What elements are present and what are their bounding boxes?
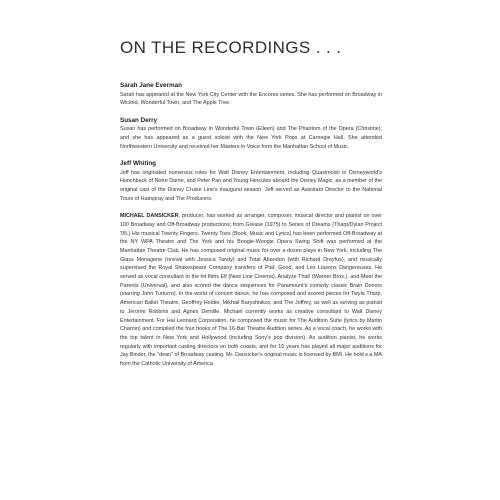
bio-text: Jeff has originated numerous roles for Walt Disney Entertainment, including Quasimodo in Disneyworld's Hunchback of Notre Dame, and Peter Pan and Young Hercules aboard the Disney Magic, as a member of the original cast of the Disney Cruise Line's inaugural season. Jeff served as Assistant Director to the National Tours of Hairspray and The Producers. bbox=[120, 169, 382, 202]
bio-name: Susan Derry bbox=[120, 116, 158, 124]
main-bio-paragraph bbox=[120, 212, 382, 369]
bio-text: Susan has performed on Broadway in Wonderful Town (Eileen) and The Phantom of the Opera (Christine); and she has appeared as a guest soloist with the New York Pops at Carnegie Hall. She attended Northwestern University and received her Masters in Voice form the Manhattan School of Music. bbox=[120, 126, 382, 150]
bio-susan-derry bbox=[120, 117, 382, 151]
bio-name: Jeff Whiting bbox=[120, 160, 157, 168]
main-bio-text: , producer, has worked as arranger, composer, musical director and pianist on over 100 Broadway and Off-Broadway productions; from Grease (1975) to Series of Dreams (Tharp/Dylan Project '05.) His musical Twenty Fingers, Twenty Toes (Book, Music and Lyrics) has been performed Off-Broadway at the NY WPA Theatre and The York and his Boogie-Woogie Opera Swing Shift was performed at the Manhattan Theatre Club. He has composed original music for over a dozen plays in New York, including The Glass Menagerie (revival with Jessica Tandy) and Total Abandon (with Richard Dreyfus), and musically supervised the Royal Shakespeare Company transfers of Piaf, Good, and Les Liasons Dangereuses. He served as vocal consultant to the hit films Elf (New Line Cinema), Analyze That! (Warner Bros.), and Meet the Parents (Universal), and also scored the dance sequences for Paramount's comedy classic Brain Donors (starring John Turturro). In the world of concert dance, he has composed and scored pieces for Twyla Tharp, American Ballet Theatre, Geoffrey Holder, Mikhail Baryshnikov, and The Joffrey, as well as serving as pianist to Jerome Robbins and Agnes Demille. Michael currently works as creative consultant to Walt Disney Entertainment. For Hal Leonard Corporation, he composed the music for The Audition Suite (lyrics by Martin Charnin) and compiled the four books of The 16-Bar Theatre Audition series. As a vocal coach, he works with the top talent in New York and Hollywood (including Sony's pop division). As audition pianist, he works regularly with important casting directors on both coasts, and for 15 years has played all major auditions for Jay Binder, the "dean" of Broadway casting. Mr. Dansicker's original music is licensed by BMI. He hold s a MA from the Catholic University of America. bbox=[120, 213, 382, 368]
bio-name: Sarah Jane Everman bbox=[120, 82, 182, 89]
main-bio-name: MICHAEL DANSICKER bbox=[120, 213, 179, 220]
bio-sarah-jane-everman bbox=[120, 82, 382, 108]
page-heading: ON THE RECORDINGS . . . bbox=[120, 38, 342, 57]
bio-jeff-whiting bbox=[120, 160, 382, 203]
document-page bbox=[120, 38, 382, 369]
bio-text: Sarah has appeared at the New York City Center with the Encores series. She has performed on Broadway in Wicked, Wonderful Town, and The Apple Tree. bbox=[120, 91, 382, 107]
